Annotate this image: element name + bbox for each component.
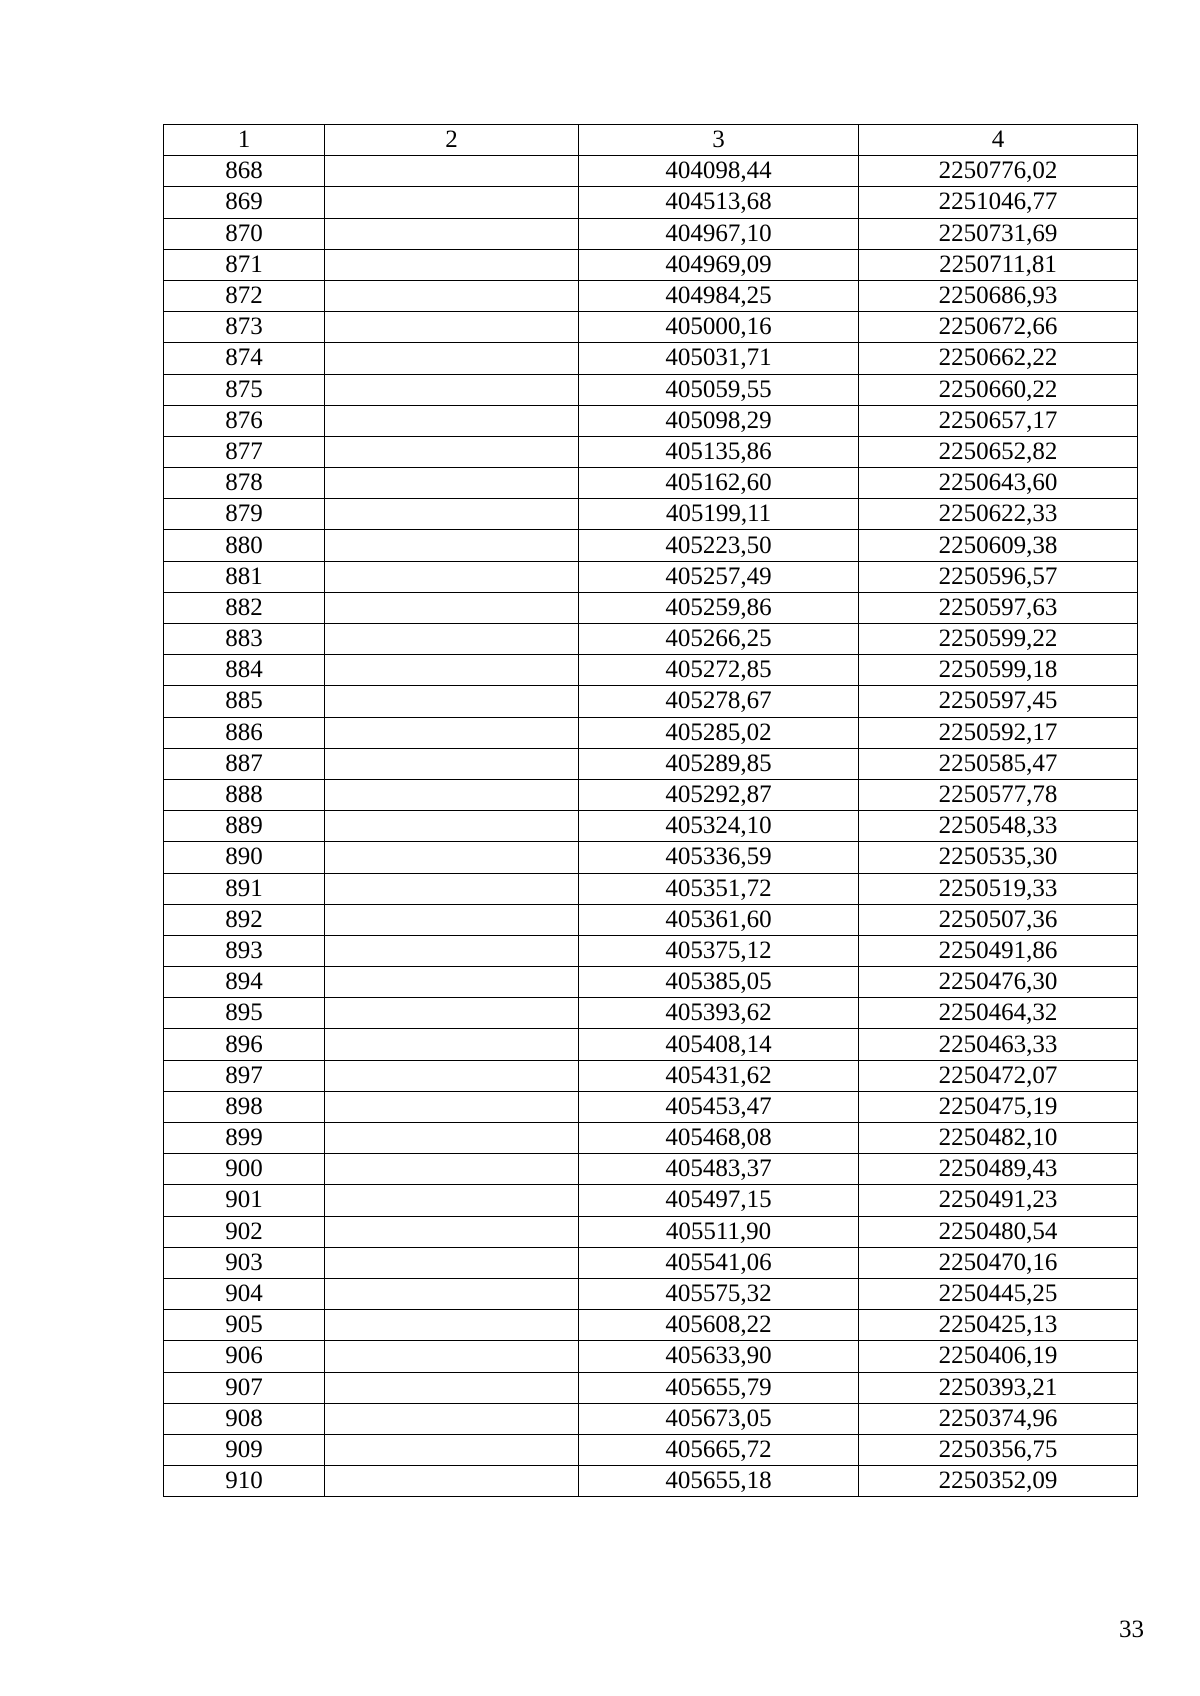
table-cell: 2250519,33 <box>859 873 1138 904</box>
table-row <box>164 1372 1138 1403</box>
table-row <box>164 1247 1138 1278</box>
table-cell: 875 <box>164 374 325 405</box>
table-row <box>164 561 1138 592</box>
table-cell <box>325 1341 579 1372</box>
table-row <box>164 935 1138 966</box>
table-cell: 884 <box>164 655 325 686</box>
table-cell <box>325 1466 579 1497</box>
table-cell <box>325 811 579 842</box>
table-cell: 405285,02 <box>579 717 859 748</box>
table-cell <box>325 280 579 311</box>
table-cell: 405673,05 <box>579 1403 859 1434</box>
table-cell: 2250585,47 <box>859 748 1138 779</box>
table-cell: 405408,14 <box>579 1029 859 1060</box>
table-cell: 893 <box>164 935 325 966</box>
table-cell: 405375,12 <box>579 935 859 966</box>
table-cell: 900 <box>164 1154 325 1185</box>
table-row <box>164 1278 1138 1309</box>
table-cell: 904 <box>164 1278 325 1309</box>
table-cell: 2250599,22 <box>859 624 1138 655</box>
table-cell: 2250425,13 <box>859 1310 1138 1341</box>
table-cell: 405655,18 <box>579 1466 859 1497</box>
table-row <box>164 1154 1138 1185</box>
table-cell: 2250599,18 <box>859 655 1138 686</box>
table-cell: 404513,68 <box>579 187 859 218</box>
table-cell: 2250507,36 <box>859 904 1138 935</box>
table-cell <box>325 935 579 966</box>
table-cell: 874 <box>164 343 325 374</box>
table-cell: 405608,22 <box>579 1310 859 1341</box>
table-cell: 868 <box>164 156 325 187</box>
table-cell: 405000,16 <box>579 312 859 343</box>
table-row <box>164 1185 1138 1216</box>
table-cell <box>325 748 579 779</box>
table-cell: 2250672,66 <box>859 312 1138 343</box>
table-cell: 870 <box>164 218 325 249</box>
table-row <box>164 1341 1138 1372</box>
table-cell: 906 <box>164 1341 325 1372</box>
coordinates-table <box>163 124 1138 1497</box>
table-cell: 2250731,69 <box>859 218 1138 249</box>
table-cell <box>325 1216 579 1247</box>
table-cell <box>325 374 579 405</box>
table-cell <box>325 1029 579 1060</box>
table-row <box>164 624 1138 655</box>
table-cell: 405059,55 <box>579 374 859 405</box>
table-cell <box>325 1278 579 1309</box>
table-row <box>164 156 1138 187</box>
table-cell: 888 <box>164 779 325 810</box>
table-cell <box>325 499 579 530</box>
table-row <box>164 967 1138 998</box>
table-cell: 405162,60 <box>579 468 859 499</box>
table-cell <box>325 998 579 1029</box>
table-cell: 2250711,81 <box>859 249 1138 280</box>
table-cell <box>325 967 579 998</box>
table-cell: 2250776,02 <box>859 156 1138 187</box>
table-row <box>164 374 1138 405</box>
table-cell <box>325 187 579 218</box>
table-cell: 2250609,38 <box>859 530 1138 561</box>
table-cell: 405385,05 <box>579 967 859 998</box>
table-cell: 910 <box>164 1466 325 1497</box>
table-row <box>164 468 1138 499</box>
table-cell: 2250652,82 <box>859 436 1138 467</box>
table-cell: 2250463,33 <box>859 1029 1138 1060</box>
table-cell: 2250592,17 <box>859 717 1138 748</box>
table-cell: 2250535,30 <box>859 842 1138 873</box>
table-cell: 405278,67 <box>579 686 859 717</box>
column-header: 2 <box>325 125 579 156</box>
table-cell <box>325 624 579 655</box>
table-cell <box>325 1310 579 1341</box>
table-cell: 903 <box>164 1247 325 1278</box>
table-cell: 2250480,54 <box>859 1216 1138 1247</box>
table-cell: 881 <box>164 561 325 592</box>
table-cell: 405633,90 <box>579 1341 859 1372</box>
column-header: 3 <box>579 125 859 156</box>
table-cell: 2250548,33 <box>859 811 1138 842</box>
table-cell <box>325 1403 579 1434</box>
table-cell: 887 <box>164 748 325 779</box>
table-cell: 2250596,57 <box>859 561 1138 592</box>
table-row <box>164 530 1138 561</box>
table-cell: 405031,71 <box>579 343 859 374</box>
table-cell: 405575,32 <box>579 1278 859 1309</box>
table-cell: 405257,49 <box>579 561 859 592</box>
table-row <box>164 811 1138 842</box>
table-cell: 2250491,86 <box>859 935 1138 966</box>
table-cell: 891 <box>164 873 325 904</box>
table-cell <box>325 686 579 717</box>
table-cell: 889 <box>164 811 325 842</box>
table-row <box>164 842 1138 873</box>
table-row <box>164 655 1138 686</box>
table-cell: 2250393,21 <box>859 1372 1138 1403</box>
table-cell: 2250657,17 <box>859 405 1138 436</box>
table-cell: 2250660,22 <box>859 374 1138 405</box>
table-row <box>164 249 1138 280</box>
table-row <box>164 904 1138 935</box>
table-cell: 2250597,63 <box>859 592 1138 623</box>
table-cell <box>325 842 579 873</box>
table-cell: 871 <box>164 249 325 280</box>
table-cell: 2250643,60 <box>859 468 1138 499</box>
table-cell: 2250356,75 <box>859 1434 1138 1465</box>
table-cell: 405393,62 <box>579 998 859 1029</box>
table-row <box>164 436 1138 467</box>
table-cell <box>325 1091 579 1122</box>
table-cell: 2250406,19 <box>859 1341 1138 1372</box>
table-cell: 2250482,10 <box>859 1123 1138 1154</box>
column-header: 4 <box>859 125 1138 156</box>
table-cell <box>325 1185 579 1216</box>
table-cell: 404098,44 <box>579 156 859 187</box>
table-cell: 2250374,96 <box>859 1403 1138 1434</box>
table-cell: 878 <box>164 468 325 499</box>
table-cell: 405292,87 <box>579 779 859 810</box>
table-cell: 405361,60 <box>579 904 859 935</box>
table-cell: 899 <box>164 1123 325 1154</box>
table-cell: 405199,11 <box>579 499 859 530</box>
table-cell: 880 <box>164 530 325 561</box>
table-row <box>164 1434 1138 1465</box>
table-cell: 2250472,07 <box>859 1060 1138 1091</box>
table-header-row <box>164 125 1138 156</box>
table-cell <box>325 1060 579 1091</box>
table-cell: 894 <box>164 967 325 998</box>
table-cell: 405289,85 <box>579 748 859 779</box>
table-cell: 2250476,30 <box>859 967 1138 998</box>
table-cell: 902 <box>164 1216 325 1247</box>
table-cell <box>325 1434 579 1465</box>
table-cell: 2250470,16 <box>859 1247 1138 1278</box>
table-cell: 882 <box>164 592 325 623</box>
table-cell: 2250662,22 <box>859 343 1138 374</box>
table-cell: 876 <box>164 405 325 436</box>
table-row <box>164 312 1138 343</box>
table-cell <box>325 655 579 686</box>
table-cell: 405665,72 <box>579 1434 859 1465</box>
table-cell: 405351,72 <box>579 873 859 904</box>
table-row <box>164 686 1138 717</box>
table-row <box>164 405 1138 436</box>
table-cell: 2250445,25 <box>859 1278 1138 1309</box>
table-row <box>164 592 1138 623</box>
table-cell: 405266,25 <box>579 624 859 655</box>
table-cell: 883 <box>164 624 325 655</box>
table-cell <box>325 218 579 249</box>
table-cell <box>325 717 579 748</box>
table-cell: 892 <box>164 904 325 935</box>
table-row <box>164 1123 1138 1154</box>
table-cell: 405272,85 <box>579 655 859 686</box>
table-cell: 405511,90 <box>579 1216 859 1247</box>
table-cell: 405497,15 <box>579 1185 859 1216</box>
table-cell <box>325 343 579 374</box>
table-cell: 405453,47 <box>579 1091 859 1122</box>
table-cell: 2250622,33 <box>859 499 1138 530</box>
table-cell <box>325 1247 579 1278</box>
table-cell: 405336,59 <box>579 842 859 873</box>
table-cell <box>325 779 579 810</box>
table-cell: 2251046,77 <box>859 187 1138 218</box>
table-cell: 405655,79 <box>579 1372 859 1403</box>
table-row <box>164 717 1138 748</box>
table-row <box>164 218 1138 249</box>
table-cell: 908 <box>164 1403 325 1434</box>
table-row <box>164 1060 1138 1091</box>
table-cell: 2250475,19 <box>859 1091 1138 1122</box>
table-row <box>164 1403 1138 1434</box>
table-row <box>164 748 1138 779</box>
table-cell <box>325 530 579 561</box>
table-cell: 886 <box>164 717 325 748</box>
table-cell: 895 <box>164 998 325 1029</box>
table-cell: 2250489,43 <box>859 1154 1138 1185</box>
table-body <box>164 156 1138 1497</box>
table-cell: 405223,50 <box>579 530 859 561</box>
table-cell: 404969,09 <box>579 249 859 280</box>
table-cell <box>325 312 579 343</box>
page-number: 33 <box>1119 1616 1144 1643</box>
table-cell <box>325 156 579 187</box>
table-cell <box>325 436 579 467</box>
table-row <box>164 343 1138 374</box>
table-row <box>164 873 1138 904</box>
table-row <box>164 1466 1138 1497</box>
table-cell: 869 <box>164 187 325 218</box>
table-cell: 405431,62 <box>579 1060 859 1091</box>
column-header: 1 <box>164 125 325 156</box>
table-cell: 405483,37 <box>579 1154 859 1185</box>
table-cell <box>325 873 579 904</box>
table-cell: 909 <box>164 1434 325 1465</box>
table-row <box>164 1216 1138 1247</box>
table-cell <box>325 1372 579 1403</box>
table-row <box>164 779 1138 810</box>
table-row <box>164 1310 1138 1341</box>
table-cell: 404984,25 <box>579 280 859 311</box>
table-row <box>164 1091 1138 1122</box>
table-cell: 2250352,09 <box>859 1466 1138 1497</box>
table-cell: 873 <box>164 312 325 343</box>
table-cell: 2250686,93 <box>859 280 1138 311</box>
table-cell <box>325 468 579 499</box>
table-cell: 405098,29 <box>579 405 859 436</box>
table-cell: 405135,86 <box>579 436 859 467</box>
table-cell <box>325 1123 579 1154</box>
table-cell: 896 <box>164 1029 325 1060</box>
table-cell: 901 <box>164 1185 325 1216</box>
table-cell: 2250464,32 <box>859 998 1138 1029</box>
table-cell <box>325 904 579 935</box>
table-cell: 898 <box>164 1091 325 1122</box>
table-row <box>164 499 1138 530</box>
table-cell: 872 <box>164 280 325 311</box>
table-cell: 2250597,45 <box>859 686 1138 717</box>
table-cell: 2250577,78 <box>859 779 1138 810</box>
table-cell: 890 <box>164 842 325 873</box>
table-cell: 405259,86 <box>579 592 859 623</box>
table-cell <box>325 1154 579 1185</box>
table-cell: 879 <box>164 499 325 530</box>
table-cell: 885 <box>164 686 325 717</box>
table-cell <box>325 249 579 280</box>
table-cell: 877 <box>164 436 325 467</box>
table-cell <box>325 561 579 592</box>
table-row <box>164 1029 1138 1060</box>
table-row <box>164 280 1138 311</box>
table-cell: 897 <box>164 1060 325 1091</box>
table-cell: 405468,08 <box>579 1123 859 1154</box>
table-cell <box>325 405 579 436</box>
table-cell: 905 <box>164 1310 325 1341</box>
table-cell <box>325 592 579 623</box>
table-cell: 404967,10 <box>579 218 859 249</box>
table-cell: 405541,06 <box>579 1247 859 1278</box>
table-cell: 2250491,23 <box>859 1185 1138 1216</box>
table-row <box>164 187 1138 218</box>
table-row <box>164 998 1138 1029</box>
table-cell: 405324,10 <box>579 811 859 842</box>
table-cell: 907 <box>164 1372 325 1403</box>
